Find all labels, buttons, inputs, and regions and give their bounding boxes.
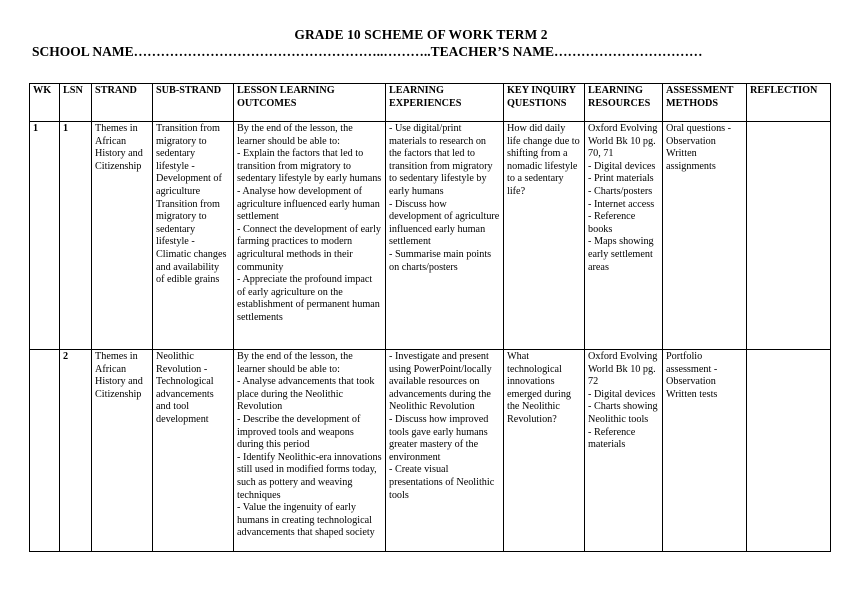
assessment-line: Observation (666, 135, 716, 147)
experience-line: - Create visual presentations of Neolithic tools (389, 464, 495, 501)
cell-strand: Themes in African History and Citizenship (92, 350, 153, 552)
experience-line: - Discuss how improved tools gave early humans greater mastery of the environment (389, 413, 489, 463)
header-learning-resources: LEARNING RESOURCES (585, 84, 663, 122)
header-learning-outcomes: LESSON LEARNING OUTCOMES (234, 84, 386, 122)
cell-experiences (386, 350, 504, 552)
table-row (30, 350, 831, 552)
assessment-line: Portfolio assessment - (666, 351, 718, 375)
cell-strand: Themes in African History and Citizenship (92, 122, 153, 350)
resource-line: - Maps showing early settlement areas (588, 236, 654, 273)
assessment-line: Observation (666, 376, 716, 388)
table-header-row (30, 84, 831, 122)
cell-sub-strand: Transition from migratory to sedentary lifestyle - Development of agriculture Transition from migratory to sedentary lifestyle - Climatic changes and availability of edible grains (153, 122, 234, 350)
cell-reflection (747, 350, 831, 552)
cell-sub-strand: Neolithic Revolution - Technological advancements and tool development (153, 350, 234, 552)
cell-outcomes (234, 122, 386, 350)
experience-line: - Investigate and present using PowerPoint/locally available resources on advancements during the Neolithic Revolution (389, 351, 492, 413)
resource-line: - Reference books (588, 211, 636, 235)
outcome-line: - Analyse advancements that took place during the Neolithic Revolution (237, 376, 375, 413)
cell-wk: 1 (30, 122, 60, 350)
header-sub-strand: SUB-STRAND (153, 84, 234, 122)
experience-line: - Use digital/print materials to research on the factors that led to transition from migratory to sedentary lifestyle by early humans (389, 123, 493, 197)
resource-line: - Charts/posters (588, 185, 653, 197)
cell-reflection (747, 122, 831, 350)
experience-line: - Summarise main points on charts/posters (389, 248, 492, 273)
experience-line: - Discuss how development of agriculture influenced early human settlement (389, 198, 500, 248)
assessment-line: Written assignments (666, 148, 716, 172)
cell-key-questions: How did daily life change due to shifting from a nomadic lifestyle to a sedentary life? (504, 122, 585, 350)
cell-assessment (663, 122, 747, 350)
cell-resources (585, 350, 663, 552)
outcome-line: - Identify Neolithic-era innovations still used in modified forms today, such as pottery and weaving techniques (237, 451, 382, 501)
resource-line: - Charts showing Neolithic tools (588, 401, 658, 425)
cell-lsn: 2 (60, 350, 92, 552)
outcome-line: By the end of the lesson, the learner should be able to: (237, 351, 353, 375)
resource-line: - Reference materials (588, 426, 636, 451)
cell-key-questions: What technological innovations emerged during the Neolithic Revolution? (504, 350, 585, 552)
table-row (30, 122, 831, 350)
cell-experiences (386, 122, 504, 350)
outcome-line: By the end of the lesson, the learner should be able to: (237, 123, 353, 147)
header-lsn: LSN (60, 84, 92, 122)
header-wk: WK (30, 84, 60, 122)
school-teacher-name-line: SCHOOL NAME………………………………………………..………..TEACHER’S NAME…………………………… (32, 44, 703, 59)
header-strand: STRAND (92, 84, 153, 122)
cell-resources (585, 122, 663, 350)
outcome-line: - Connect the development of early farming practices to modern agricultural methods in their community (237, 223, 381, 273)
resource-line: Oxford Evolving World Bk 10 pg. 70, 71 (588, 123, 658, 160)
cell-outcomes (234, 350, 386, 552)
header-reflection: REFLECTION (747, 84, 831, 122)
resource-line: - Print materials (588, 173, 654, 185)
resource-line: Oxford Evolving World Bk 10 pg. 72 (588, 351, 658, 388)
header-assessment-methods: ASSESSMENT METHODS (663, 84, 747, 122)
header-learning-experiences: LEARNING EXPERIENCES (386, 84, 504, 122)
document-title: GRADE 10 SCHEME OF WORK TERM 2 (294, 27, 548, 42)
outcome-line: - Explain the factors that led to transition from migratory to sedentary lifestyle by early humans (237, 148, 382, 185)
resource-line: - Internet access (588, 198, 655, 210)
assessment-line: Oral questions - (666, 123, 732, 134)
cell-assessment (663, 350, 747, 552)
header-key-inquiry-questions: KEY INQUIRY QUESTIONS (504, 84, 585, 122)
resource-line: - Digital devices (588, 388, 656, 400)
cell-lsn: 1 (60, 122, 92, 350)
assessment-line: Written tests (666, 388, 718, 400)
outcome-line: - Value the ingenuity of early humans in creating technological advancements that shaped society (237, 502, 375, 539)
resource-line: - Digital devices (588, 160, 656, 172)
outcome-line: - Appreciate the profound impact of early agriculture on the establishment of permanent human settlements (237, 274, 380, 323)
cell-wk (30, 350, 60, 552)
outcome-line: - Describe the development of improved tools and weapons during this period (237, 413, 361, 451)
outcome-line: - Analyse how development of agriculture influenced early human settlement (237, 185, 380, 223)
scheme-of-work-table (29, 83, 831, 552)
